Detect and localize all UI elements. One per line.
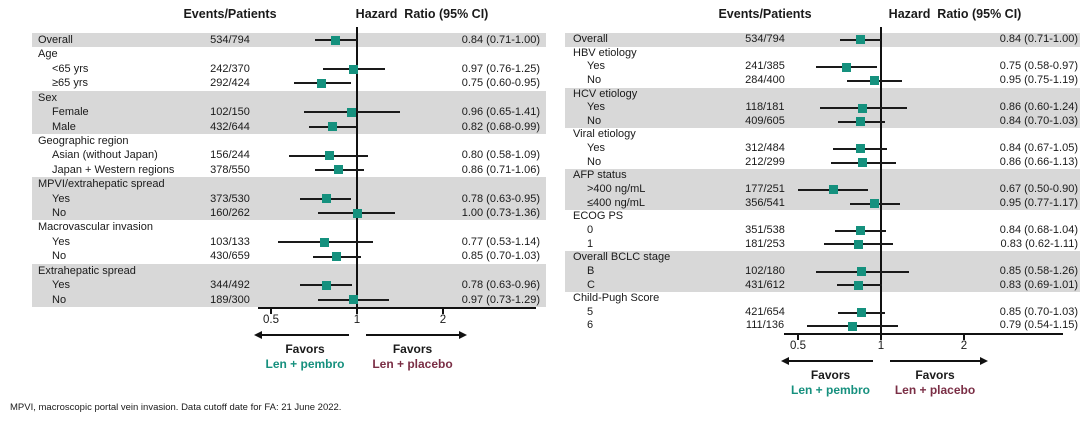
row-hr-ci-text: 0.85 (0.70-1.03)	[461, 250, 540, 263]
hazard-ratio-marker	[332, 252, 341, 261]
hazard-ratio-marker	[856, 117, 865, 126]
row-hr-ci-text: 0.67 (0.50-0.90)	[999, 183, 1078, 196]
favors-left-arrow	[788, 360, 873, 362]
favors-right-arrow	[890, 360, 980, 362]
hazard-ratio-marker	[856, 35, 865, 44]
row-hr-ci-text: 0.84 (0.71-1.00)	[461, 34, 540, 46]
favors-left-arrowhead	[781, 357, 789, 365]
axis-tick-label: 1	[877, 340, 885, 353]
favors-left-arm-label: Len + pembro	[265, 356, 345, 371]
row-label: Yes	[587, 142, 605, 155]
row-hr-ci-text: 1.00 (0.73-1.36)	[461, 207, 540, 220]
group-label: HCV etiology	[573, 87, 638, 100]
hazard-ratio-marker	[842, 63, 851, 72]
group-label: Child-Pugh Score	[573, 292, 660, 305]
hazard-ratio-marker	[320, 238, 329, 247]
row-label: Male	[52, 120, 76, 133]
hazard-ratio-marker	[331, 36, 340, 45]
row-events: 356/541	[745, 196, 785, 209]
hazard-ratio-marker	[857, 308, 866, 317]
row-hr-ci-text: 0.95 (0.77-1.17)	[999, 196, 1078, 209]
hazard-ratio-marker	[870, 199, 879, 208]
row-events: 373/530	[210, 192, 250, 205]
group-label: Geographic region	[38, 134, 129, 147]
axis-tick-label: 0.5	[263, 313, 279, 326]
row-label: ≥65 yrs	[52, 77, 88, 90]
row-hr-ci-text: 0.83 (0.62-1.11)	[1000, 237, 1078, 250]
row-label: No	[52, 293, 67, 306]
row-events: 156/244	[210, 149, 250, 162]
events-patients-header: Events/Patients	[183, 7, 277, 21]
hazard-ratio-marker	[317, 79, 326, 88]
group-label: Sex	[38, 91, 57, 104]
row-band	[565, 88, 1080, 102]
reference-line	[880, 27, 882, 335]
favors-right-arm-label: Len + placebo	[894, 383, 976, 398]
row-events: 241/385	[745, 60, 785, 73]
row-hr-ci-text: 0.86 (0.66-1.13)	[999, 155, 1078, 168]
row-label: 6	[587, 319, 594, 332]
group-label: HBV etiology	[573, 46, 637, 59]
row-hr-ci-text: 0.77 (0.53-1.14)	[461, 235, 540, 248]
hazard-ratio-marker	[322, 281, 331, 290]
hazard-ratio-marker	[325, 151, 334, 160]
row-hr-ci-text: 0.84 (0.70-1.03)	[999, 114, 1078, 127]
hazard-ratio-marker	[858, 104, 867, 113]
row-label: Yes	[52, 235, 70, 248]
row-hr-ci-text: 0.85 (0.58-1.26)	[999, 264, 1078, 277]
x-axis-line	[784, 333, 1063, 335]
favors-right-arm-label: Len + placebo	[372, 356, 453, 371]
row-events: 102/180	[745, 264, 785, 277]
row-hr-ci-text: 0.83 (0.69-1.01)	[999, 278, 1078, 291]
row-label: Japan + Western regions	[52, 163, 175, 176]
row-label: 0	[587, 223, 594, 236]
row-events: 102/150	[210, 106, 250, 119]
hazard-ratio-marker	[858, 158, 867, 167]
row-label: 5	[587, 305, 594, 318]
row-label: Yes	[52, 279, 70, 292]
row-events: 103/133	[210, 235, 250, 248]
favors-right-arrowhead	[980, 357, 988, 365]
row-label: ≤400 ng/mL	[587, 196, 646, 209]
axis-tick-label: 1	[353, 313, 361, 326]
favors-right-label: Favors	[915, 368, 955, 383]
row-events: 292/424	[210, 77, 250, 90]
row-events: 351/538	[745, 223, 785, 236]
row-events: 534/794	[745, 33, 785, 45]
row-label: 1	[587, 237, 594, 250]
row-label: No	[587, 114, 602, 127]
group-label: Overall BCLC stage	[573, 251, 671, 264]
row-events: 409/605	[745, 114, 785, 127]
row-band	[32, 91, 546, 105]
hazard-ratio-marker	[829, 185, 838, 194]
row-label: No	[52, 250, 67, 263]
group-label: Extrahepatic spread	[38, 264, 136, 277]
row-events: 432/644	[210, 120, 250, 133]
favors-left-arrowhead	[254, 331, 262, 339]
hazard-ratio-marker	[353, 209, 362, 218]
hazard-ratio-marker	[349, 295, 358, 304]
favors-left-arm-label: Len + pembro	[790, 383, 871, 398]
row-band	[565, 169, 1080, 183]
row-hr-ci-text: 0.82 (0.68-0.99)	[461, 120, 540, 133]
footnote: MPVI, macroscopic portal vein invasion. Data cutoff date for FA: 21 June 2022.	[10, 402, 342, 413]
row-label: C	[587, 278, 595, 291]
forest-plot-right	[563, 0, 1080, 432]
row-label: >400 ng/mL	[587, 183, 646, 196]
row-events: 160/262	[210, 207, 250, 220]
group-label: AFP status	[573, 169, 627, 182]
favors-right-arrow	[366, 334, 459, 336]
row-hr-ci-text: 0.75 (0.60-0.95)	[461, 77, 540, 90]
favors-left-label: Favors	[810, 368, 851, 383]
row-hr-ci-text: 0.79 (0.54-1.15)	[999, 319, 1078, 332]
group-label: Macrovascular invasion	[38, 221, 153, 234]
hazard-ratio-marker	[328, 122, 337, 131]
group-label: Overall	[38, 34, 73, 46]
row-hr-ci-text: 0.86 (0.60-1.24)	[999, 101, 1078, 114]
row-events: 212/299	[745, 155, 785, 168]
x-axis-line	[258, 307, 536, 309]
hazard-ratio-marker	[854, 240, 863, 249]
axis-tick-label: 2	[960, 340, 968, 353]
row-events: 189/300	[210, 293, 250, 306]
group-label: Overall	[573, 33, 608, 45]
row-hr-ci-text: 0.96 (0.65-1.41)	[461, 106, 540, 119]
group-label: Age	[38, 48, 58, 61]
hazard-ratio-header: Hazard Ratio (95% CI)	[888, 7, 1022, 21]
favors-right-arrowhead	[459, 331, 467, 339]
row-hr-ci-text: 0.78 (0.63-0.95)	[461, 192, 540, 205]
row-hr-ci-text: 0.84 (0.71-1.00)	[999, 33, 1078, 45]
hazard-ratio-marker	[854, 281, 863, 290]
hazard-ratio-marker	[334, 165, 343, 174]
row-hr-ci-text: 0.97 (0.73-1.29)	[461, 293, 540, 306]
favors-left-arrow	[261, 334, 349, 336]
forest-plot-left	[30, 0, 546, 432]
row-events: 177/251	[745, 183, 785, 196]
hazard-ratio-marker	[322, 194, 331, 203]
row-events: 118/181	[745, 101, 785, 114]
row-label: Yes	[587, 101, 605, 114]
hazard-ratio-marker	[349, 65, 358, 74]
row-events: 181/253	[745, 237, 785, 250]
row-events: 284/400	[745, 73, 785, 86]
row-label: Yes	[52, 192, 70, 205]
hazard-ratio-header: Hazard Ratio (95% CI)	[355, 7, 489, 21]
hazard-ratio-marker	[347, 108, 356, 117]
row-events: 312/484	[745, 142, 785, 155]
row-label: Yes	[587, 60, 605, 73]
axis-tick-label: 0.5	[790, 340, 806, 353]
favors-right-label: Favors	[392, 341, 433, 356]
group-label: Viral etiology	[573, 128, 636, 141]
row-hr-ci-text: 0.97 (0.76-1.25)	[461, 62, 540, 75]
row-hr-ci-text: 0.95 (0.75-1.19)	[999, 73, 1078, 86]
row-label: Female	[52, 106, 89, 119]
hazard-ratio-marker	[870, 76, 879, 85]
row-hr-ci-text: 0.85 (0.70-1.03)	[999, 305, 1078, 318]
row-hr-ci-text: 0.75 (0.58-0.97)	[999, 60, 1078, 73]
hazard-ratio-marker	[848, 322, 857, 331]
hazard-ratio-marker	[856, 226, 865, 235]
favors-left-label: Favors	[285, 341, 325, 356]
hazard-ratio-marker	[856, 144, 865, 153]
row-hr-ci-text: 0.84 (0.68-1.04)	[999, 223, 1078, 236]
group-label: ECOG PS	[573, 210, 624, 223]
row-label: B	[587, 264, 595, 277]
row-events: 421/654	[745, 305, 785, 318]
group-label: MPVI/extrahepatic spread	[38, 178, 165, 191]
row-label: Asian (without Japan)	[52, 149, 158, 162]
row-events: 534/794	[210, 34, 250, 46]
row-hr-ci-text: 0.80 (0.58-1.09)	[461, 149, 540, 162]
row-label: No	[587, 155, 602, 168]
row-events: 378/550	[210, 163, 250, 176]
row-events: 111/136	[745, 319, 785, 332]
hazard-ratio-marker	[857, 267, 866, 276]
row-label: No	[587, 73, 602, 86]
row-label: <65 yrs	[52, 62, 89, 75]
row-hr-ci-text: 0.84 (0.67-1.05)	[999, 142, 1078, 155]
row-events: 431/612	[745, 278, 785, 291]
row-hr-ci-text: 0.86 (0.71-1.06)	[461, 163, 540, 176]
row-events: 242/370	[210, 62, 250, 75]
axis-tick-label: 2	[439, 313, 447, 326]
row-events: 430/659	[210, 250, 250, 263]
row-label: No	[52, 207, 67, 220]
row-events: 344/492	[210, 279, 250, 292]
events-patients-header: Events/Patients	[718, 7, 812, 21]
row-hr-ci-text: 0.78 (0.63-0.96)	[461, 279, 540, 292]
